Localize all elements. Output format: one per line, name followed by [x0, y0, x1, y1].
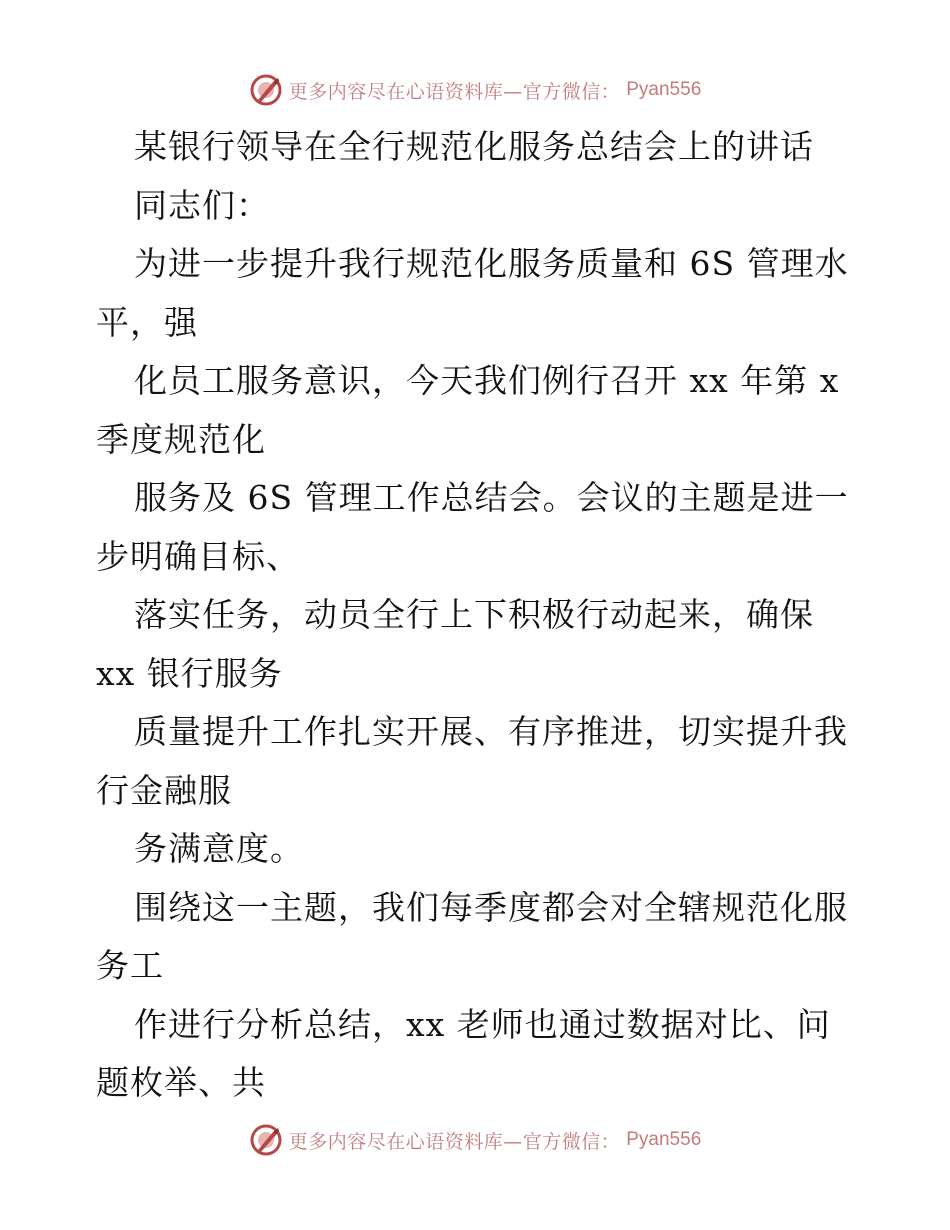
body-line: 务满意度。	[134, 829, 304, 868]
body-line: 题枚举、共	[96, 1063, 266, 1102]
body-line: 步明确目标、	[96, 536, 300, 576]
quill-seal-icon	[249, 1123, 283, 1157]
watermark-wechat-id: Pyan556	[626, 1129, 702, 1150]
salutation: 同志们：	[134, 185, 270, 225]
header-watermark	[0, 70, 950, 110]
body-line: 服务及 6S 管理工作总结会。会议的主题是进一	[134, 478, 849, 517]
body-line: 质量提升工作扎实开展、有序推进，切实提升我	[134, 712, 848, 751]
body-line: 围绕这一主题，我们每季度都会对全辖规范化服	[134, 887, 848, 927]
document-body	[96, 118, 856, 1113]
watermark-wechat-id: Pyan556	[626, 79, 702, 100]
document-title: 某银行领导在全行规范化服务总结会上的讲话	[134, 127, 814, 166]
body-line: 作进行分析总结，xx 老师也通过数据对比、问	[134, 1004, 831, 1044]
body-line: 务工	[96, 946, 164, 985]
body-line: 为进一步提升我行规范化服务质量和 6S 管理水	[134, 244, 849, 283]
watermark-text: 更多内容尽在心语资料库—官方微信：	[288, 80, 621, 103]
footer-watermark	[0, 1120, 950, 1160]
watermark-text: 更多内容尽在心语资料库—官方微信：	[288, 1130, 621, 1153]
body-line: 季度规范化	[96, 419, 266, 459]
body-line: 行金融服	[96, 770, 232, 810]
body-line: xx 银行服务	[96, 653, 283, 693]
body-line: 平，强	[96, 302, 198, 342]
body-line: 落实任务，动员全行上下积极行动起来，确保	[134, 595, 814, 634]
quill-seal-icon	[249, 73, 283, 107]
body-line: 化员工服务意识，今天我们例行召开 xx 年第 x	[134, 361, 840, 400]
